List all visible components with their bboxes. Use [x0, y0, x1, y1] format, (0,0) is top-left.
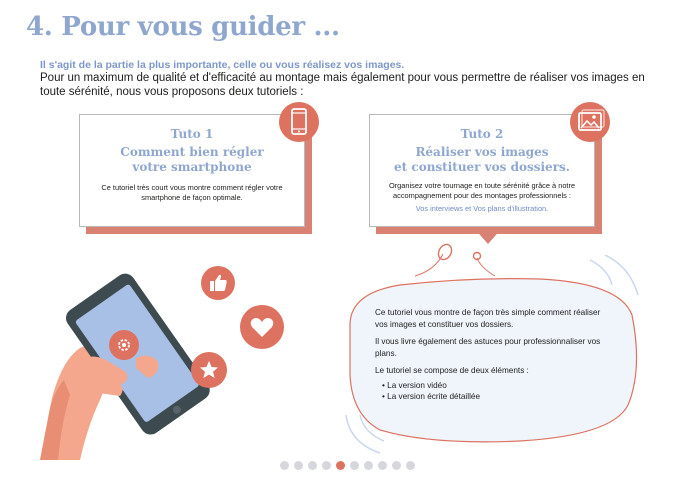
list-item: • La version vidéo — [382, 380, 615, 392]
smartphone-icon — [279, 102, 319, 142]
pagination-dot-8[interactable] — [378, 461, 387, 470]
pagination-dot-2[interactable] — [294, 461, 303, 470]
thumbs-up-icon — [201, 266, 235, 300]
pagination-dot-4[interactable] — [322, 461, 331, 470]
page-subtitle: Il s'agit de la partie la plus importante, celle ou vous réalisez vos images. — [40, 59, 405, 71]
bubble-paragraph-2: Il vous livre également des astuces pour professionnaliser vos plans. — [375, 337, 601, 358]
bubble-paragraph-1: Ce tutoriel vous montre de façon très simple comment réaliser vos images et constituer vos dossiers. — [375, 308, 601, 329]
pagination-dot-6[interactable] — [350, 461, 359, 470]
page-title: 4. Pour vous guider ... — [26, 12, 340, 42]
pagination-dot-1[interactable] — [280, 461, 289, 470]
microphone-icon — [415, 240, 495, 278]
list-item: • La version écrite détaillée — [382, 391, 615, 403]
phone-illustration — [40, 250, 330, 460]
pagination-dot-3[interactable] — [308, 461, 317, 470]
image-icon — [570, 102, 610, 142]
intro-text: Pour un maximum de qualité et d'efficacité au montage mais également pour vous permettre de réaliser vos images en toute sérénité, nous vous proposons deux tutoriels : — [40, 72, 645, 98]
pagination-dot-10[interactable] — [406, 461, 415, 470]
tuto1-text: Ce tutoriel très court vous montre comment régler votre smartphone de façon optimale. — [101, 183, 283, 202]
tuto2-card[interactable] — [369, 114, 595, 227]
tuto2-heading-line1: Réaliser vos images — [415, 145, 549, 159]
tuto1-card[interactable] — [79, 114, 305, 227]
tuto2-label: Tuto 2 — [460, 127, 504, 141]
bubble-paragraph-3: Le tutoriel se compose de deux éléments : — [375, 366, 529, 375]
pagination-dot-5[interactable] — [336, 461, 345, 470]
tuto2-accent[interactable]: Vos interviews et Vos plans d'illustration. — [415, 204, 549, 213]
gear-icon — [114, 335, 134, 355]
star-icon — [191, 352, 227, 388]
pagination-dot-9[interactable] — [392, 461, 401, 470]
pagination-dots — [280, 461, 415, 470]
tuto1-heading: Comment bien régler votre smartphone — [120, 145, 264, 174]
bubble-text — [375, 307, 615, 403]
bubble-list — [375, 380, 615, 403]
tuto2-text: Organisez votre tournage en toute sérénité grâce à notre accompagnement pour des montages professionnels : — [388, 181, 576, 200]
pagination-dot-7[interactable] — [364, 461, 373, 470]
tuto2-heading-line2: et constituer vos dossiers. — [394, 160, 570, 174]
heart-icon — [240, 305, 284, 349]
tuto1-label: Tuto 1 — [170, 127, 214, 141]
